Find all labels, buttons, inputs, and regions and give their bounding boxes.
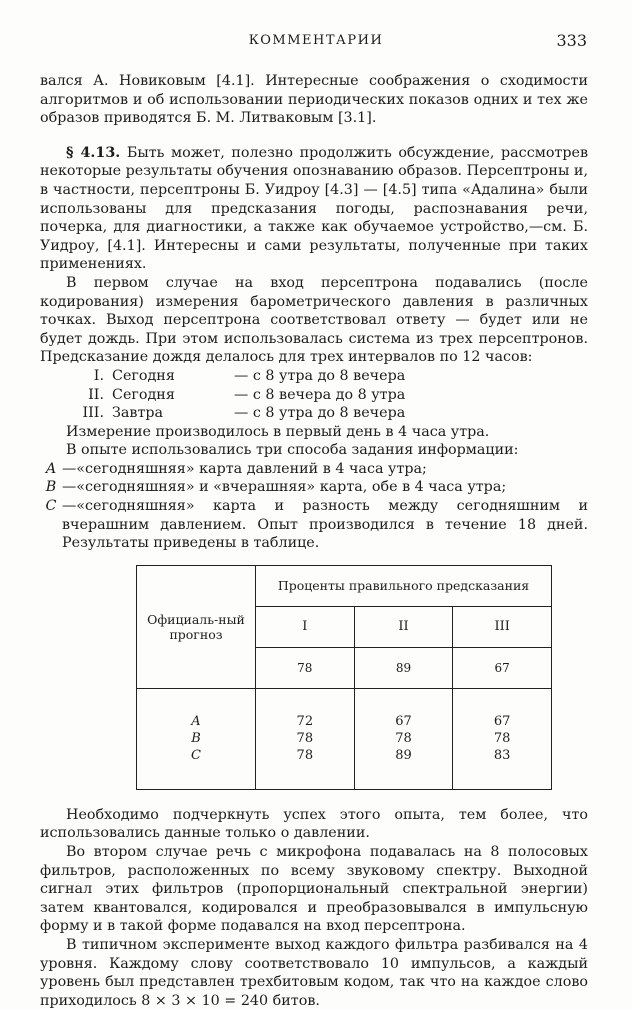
interval-item: II. Сегодня — с 8 вечера до 8 утра	[88, 386, 406, 403]
paragraph-continued: вался А. Новиковым [4.1]. Интересные соображения о сходимости алгоритмов и об использовании периодических показов одних и тех же образов приводятся Б. М. Литваковым [3.1].	[40, 73, 588, 127]
section-text: Быть может, полезно продолжить обсуждение, рассмотрев некоторые результаты обучения опознаванию образов. Персептроны и, в частности, персептроны Б. Уидроу [4.3] — [4.5] типа «Адалина» были использованы для предсказания погоды, распознавания речи, почерка, для диагностики, а также как обучаемое устройство,—см. Б. Уидроу, [4.1]. Интересны и сами результаты, полученные при таких применениях.	[40, 144, 588, 273]
paragraph-second-case: Во втором случае речь с микрофона подавалась на 8 полосовых фильтров, расположенных по всему звуковому спектру. Выходной сигнал этих фильтров (пропорциональный спектральной энергии) затем квантовался, кодировался и преобразовывался в импульсную форму и в такой форме подавался на вход персептрона.	[40, 844, 588, 935]
method-item: A —«сегодняшняя» карта давлений в 4 часа утра;	[45, 460, 427, 477]
section-number: § 4.13.	[66, 144, 121, 161]
official-value: 78	[256, 647, 355, 688]
method-item: B —«сегодняшняя» и «вчерашняя» карта, обе в 4 часа утра;	[45, 479, 507, 496]
page-number: 333	[556, 31, 587, 50]
page-body	[40, 72, 588, 1010]
interval-item: III. Завтра — с 8 утра до 8 вечера	[82, 405, 406, 422]
interval-item: I. Сегодня — с 8 утра до 8 вечера	[93, 367, 406, 384]
measure-line: Измерение производилось в первый день в 4 часа утра.	[66, 423, 490, 440]
col-header: I	[256, 606, 355, 647]
methods-intro: В опыте использовались три способа задания информации:	[66, 442, 519, 459]
table-column-I: 72 78 78	[256, 688, 355, 789]
official-value: 89	[354, 647, 453, 688]
interval-list	[40, 367, 588, 423]
results-table	[136, 565, 552, 790]
paragraph-success: Необходимо подчеркнуть успех этого опыта, тем более, что использовались данные только о давлении.	[40, 806, 588, 842]
row-labels: A B C	[137, 688, 256, 789]
official-forecast-header: Официаль-ный прогноз	[137, 565, 256, 688]
running-header: КОММЕНТАРИИ	[248, 33, 384, 48]
col-header: III	[453, 606, 552, 647]
percent-header: Проценты правильного предсказания	[256, 565, 552, 606]
table-column-II: 67 78 89	[354, 688, 453, 789]
section-paragraph	[40, 144, 588, 274]
paragraph-first-case: В первом случае на вход персептрона подавались (после кодирования) измерения барометрического давления в различных точках. Выход персептрона соответствовал ответу — будет или не будет дождь. При этом использовалась система из трех персептронов. Предсказание дождя делалось для трех интервалов по 12 часов:	[40, 274, 588, 366]
official-value: 67	[453, 647, 552, 688]
method-item: C —«сегодняшняя» карта и разность между сегодняшним и вчерашним давлением. Опыт производился в течение 18 дней. Результаты приведены в таблице.	[45, 498, 588, 552]
col-header: II	[354, 606, 453, 647]
table-column-III: 67 78 83	[453, 688, 552, 789]
paragraph-experiment: В типичном эксперименте выход каждого фильтра разбивался на 4 уровня. Каждому слову соответствовало 10 импульсов, а каждый уровень был представлен трехбитовым кодом, так что на каждое слово приходилось 8 × 3 × 10 = 240 битов.	[40, 937, 588, 1009]
